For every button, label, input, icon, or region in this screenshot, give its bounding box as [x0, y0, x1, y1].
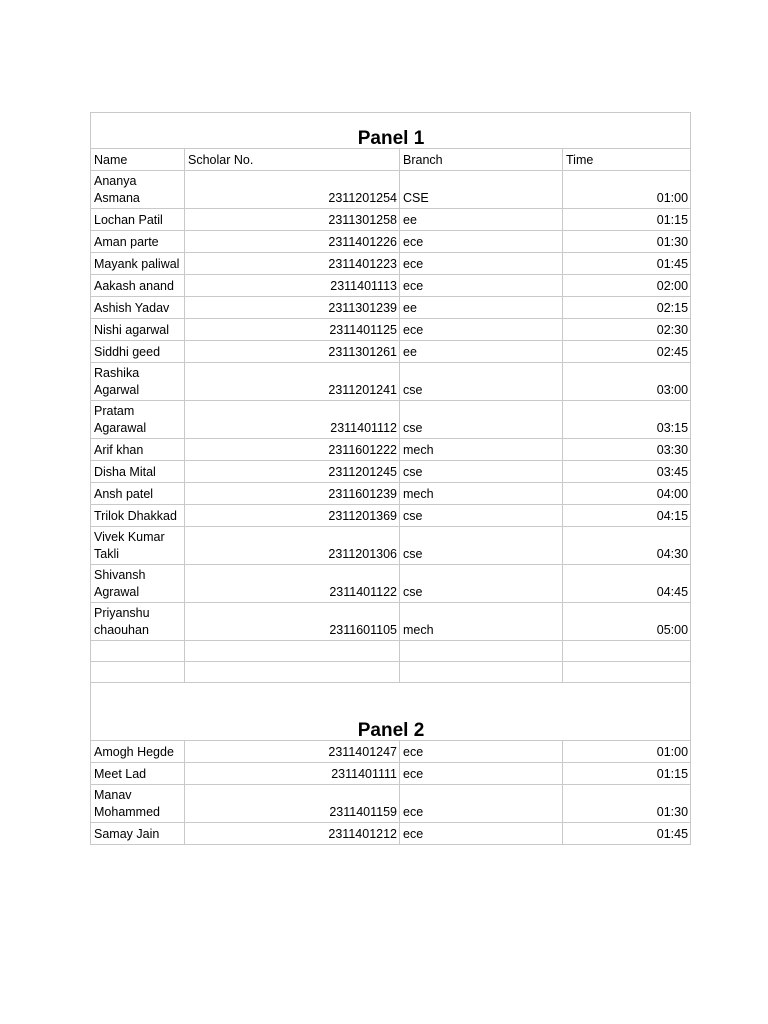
- cell-time: 02:30: [563, 319, 691, 341]
- cell-branch: ece: [400, 741, 563, 763]
- cell-name: Amogh Hegde: [91, 741, 185, 763]
- cell-scholar-no: 2311201245: [185, 461, 400, 483]
- cell-scholar-no: 2311201241: [185, 363, 400, 401]
- table-row: [91, 363, 691, 401]
- empty-cell: [91, 641, 185, 662]
- cell-scholar-no: 2311401122: [185, 565, 400, 603]
- schedule-table: [90, 112, 691, 845]
- cell-branch: mech: [400, 603, 563, 641]
- cell-scholar-no: 2311401247: [185, 741, 400, 763]
- cell-time: 01:45: [563, 253, 691, 275]
- cell-name: Manav Mohammed: [91, 785, 185, 823]
- header-branch: Branch: [400, 149, 563, 171]
- table-row: [91, 341, 691, 363]
- cell-time: 04:00: [563, 483, 691, 505]
- cell-name: Shivansh Agrawal: [91, 565, 185, 603]
- cell-scholar-no: 2311401159: [185, 785, 400, 823]
- cell-time: 02:00: [563, 275, 691, 297]
- panel-2-title: Panel 2: [91, 683, 691, 741]
- cell-branch: ece: [400, 763, 563, 785]
- empty-cell: [185, 662, 400, 683]
- cell-name: Arif khan: [91, 439, 185, 461]
- table-row: [91, 171, 691, 209]
- table-row: [91, 461, 691, 483]
- header-scholar-no: Scholar No.: [185, 149, 400, 171]
- cell-scholar-no: 2311401125: [185, 319, 400, 341]
- cell-scholar-no: 2311301239: [185, 297, 400, 319]
- cell-scholar-no: 2311401223: [185, 253, 400, 275]
- cell-scholar-no: 2311401212: [185, 823, 400, 845]
- cell-scholar-no: 2311301258: [185, 209, 400, 231]
- table-header-row: [91, 149, 691, 171]
- cell-name: Ananya Asmana: [91, 171, 185, 209]
- empty-cell: [185, 641, 400, 662]
- cell-name: Ansh patel: [91, 483, 185, 505]
- header-name: Name: [91, 149, 185, 171]
- table-row: [91, 763, 691, 785]
- cell-time: 02:15: [563, 297, 691, 319]
- table-row: [91, 565, 691, 603]
- cell-branch: cse: [400, 505, 563, 527]
- cell-branch: ece: [400, 823, 563, 845]
- empty-cell: [563, 662, 691, 683]
- cell-branch: cse: [400, 401, 563, 439]
- cell-name: Nishi agarwal: [91, 319, 185, 341]
- cell-name: Aman parte: [91, 231, 185, 253]
- cell-name: Lochan Patil: [91, 209, 185, 231]
- cell-scholar-no: 2311401226: [185, 231, 400, 253]
- cell-branch: CSE: [400, 171, 563, 209]
- table-row: [91, 505, 691, 527]
- cell-name: Mayank paliwal: [91, 253, 185, 275]
- cell-scholar-no: 2311601222: [185, 439, 400, 461]
- cell-name: Meet Lad: [91, 763, 185, 785]
- cell-time: 01:45: [563, 823, 691, 845]
- cell-time: 01:15: [563, 763, 691, 785]
- cell-name: Vivek Kumar Takli: [91, 527, 185, 565]
- empty-cell: [91, 662, 185, 683]
- cell-time: 03:15: [563, 401, 691, 439]
- cell-branch: ece: [400, 785, 563, 823]
- empty-row: [91, 641, 691, 662]
- cell-scholar-no: 2311401111: [185, 763, 400, 785]
- cell-name: Ashish Yadav: [91, 297, 185, 319]
- table-row: [91, 483, 691, 505]
- header-time: Time: [563, 149, 691, 171]
- cell-name: Priyanshu chaouhan: [91, 603, 185, 641]
- cell-branch: cse: [400, 461, 563, 483]
- cell-name: Siddhi geed: [91, 341, 185, 363]
- table-row: [91, 319, 691, 341]
- empty-cell: [400, 641, 563, 662]
- cell-branch: ee: [400, 341, 563, 363]
- table-row: [91, 741, 691, 763]
- table-row: [91, 401, 691, 439]
- cell-time: 03:45: [563, 461, 691, 483]
- cell-name: Aakash anand: [91, 275, 185, 297]
- cell-name: Samay Jain: [91, 823, 185, 845]
- cell-scholar-no: 2311201369: [185, 505, 400, 527]
- cell-branch: ee: [400, 209, 563, 231]
- cell-scholar-no: 2311301261: [185, 341, 400, 363]
- cell-scholar-no: 2311601239: [185, 483, 400, 505]
- cell-time: 04:15: [563, 505, 691, 527]
- empty-row: [91, 662, 691, 683]
- table-row: [91, 603, 691, 641]
- cell-scholar-no: 2311201306: [185, 527, 400, 565]
- empty-cell: [563, 641, 691, 662]
- schedule-sheet: [90, 112, 690, 845]
- table-row: [91, 823, 691, 845]
- cell-name: Pratam Agarawal: [91, 401, 185, 439]
- cell-branch: mech: [400, 483, 563, 505]
- table-row: [91, 297, 691, 319]
- table-row: [91, 209, 691, 231]
- cell-time: 01:00: [563, 741, 691, 763]
- panel-1-title: Panel 1: [91, 113, 691, 149]
- cell-time: 04:45: [563, 565, 691, 603]
- table-row: [91, 527, 691, 565]
- empty-cell: [400, 662, 563, 683]
- cell-scholar-no: 2311601105: [185, 603, 400, 641]
- cell-branch: mech: [400, 439, 563, 461]
- cell-branch: ece: [400, 231, 563, 253]
- cell-time: 03:30: [563, 439, 691, 461]
- table-row: [91, 253, 691, 275]
- cell-name: Rashika Agarwal: [91, 363, 185, 401]
- cell-branch: cse: [400, 565, 563, 603]
- cell-scholar-no: 2311201254: [185, 171, 400, 209]
- table-row: [91, 439, 691, 461]
- cell-time: 04:30: [563, 527, 691, 565]
- cell-time: 01:30: [563, 785, 691, 823]
- table-row: [91, 275, 691, 297]
- panel-1-title-row: [91, 113, 691, 149]
- table-row: [91, 785, 691, 823]
- cell-time: 05:00: [563, 603, 691, 641]
- cell-scholar-no: 2311401112: [185, 401, 400, 439]
- panel-2-title-row: [91, 683, 691, 741]
- cell-time: 02:45: [563, 341, 691, 363]
- cell-branch: ece: [400, 275, 563, 297]
- cell-scholar-no: 2311401113: [185, 275, 400, 297]
- cell-branch: cse: [400, 527, 563, 565]
- cell-time: 01:15: [563, 209, 691, 231]
- cell-branch: ece: [400, 253, 563, 275]
- table-row: [91, 231, 691, 253]
- cell-name: Trilok Dhakkad: [91, 505, 185, 527]
- cell-name: Disha Mital: [91, 461, 185, 483]
- cell-time: 03:00: [563, 363, 691, 401]
- cell-branch: ece: [400, 319, 563, 341]
- cell-branch: ee: [400, 297, 563, 319]
- cell-time: 01:30: [563, 231, 691, 253]
- cell-time: 01:00: [563, 171, 691, 209]
- cell-branch: cse: [400, 363, 563, 401]
